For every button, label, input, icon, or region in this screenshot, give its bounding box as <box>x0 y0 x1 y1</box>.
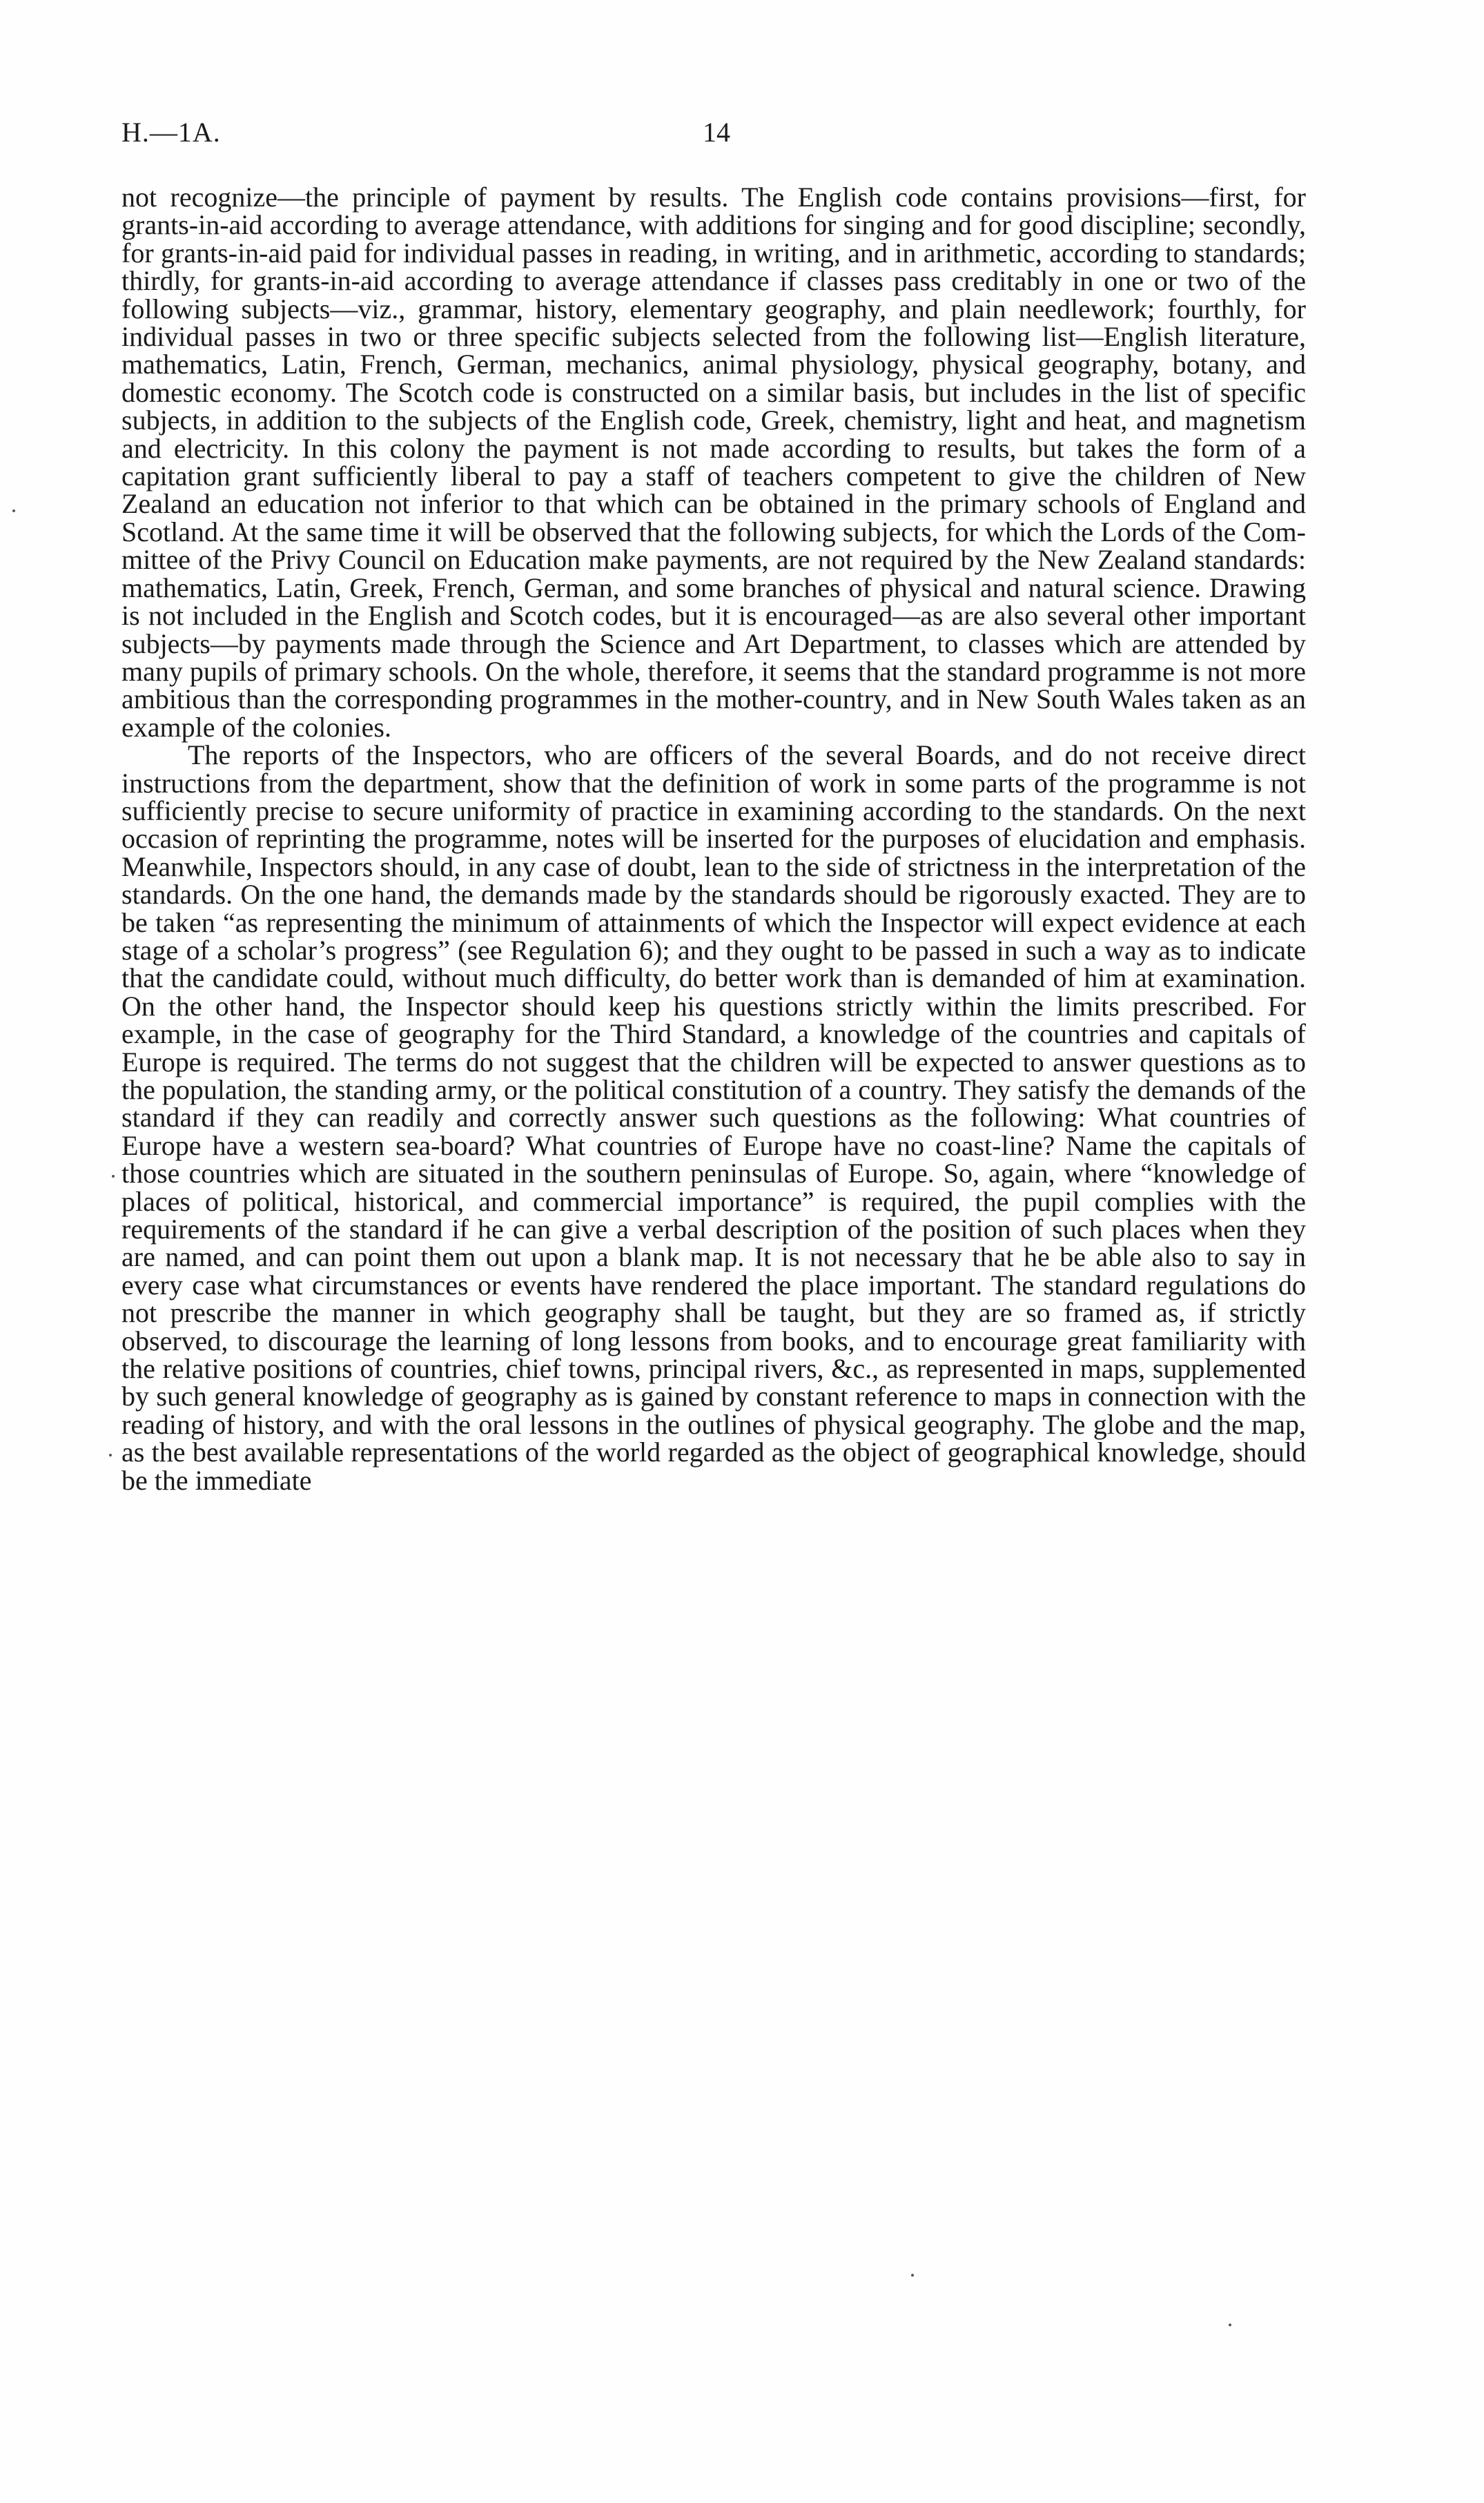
margin-speck <box>109 1454 112 1457</box>
paragraph-payment-by-results: not recognize—the principle of payment by results. The English code contains provisions—first, for grants-in-aid according to average attendance, with additions for singing and for good discipline; secondly, for grants-in-aid paid for individual passes in reading, in writing, and in arithmetic, according to standards; thirdly, for grants-in-aid according to average attendance if classes pass creditably in one or two of the following subjects—viz., grammar, history, elementary geography, and plain needlework; fourthly, for individual passes in two or three specific subjects selected from the following list—English literature, mathematics, Latin, French, German, mechanics, animal physiology, physical geography, botany, and domestic economy. The Scotch code is constructed on a similar basis, but includes in the list of specific subjects, in addition to the subjects of the English code, Greek, chemistry, light and heat, and magnetism and electricity. In this colony the payment is not made according to results, but takes the form of a capitation grant sufficiently liberal to pay a staff of teachers competent to give the children of New Zealand an education not inferior to that which can be obtained in the primary schools of England and Scotland. At the same time it will be observed that the following subjects, for which the Lords of the Committee of the Privy Council on Education make payments, are not required by the New Zealand standards: mathematics, Latin, Greek, French, German, and some branches of physical and natural science. Drawing is not included in the English and Scotch codes, but it is encouraged—as are also several other important subjects—by payments made through the Science and Art Department, to classes which are attended by many pupils of primary schools. On the whole, therefore, it seems that the standard programme is not more ambitious than the corresponding programmes in the mother-country, and in New South Wales taken as an example of the colonies. <box>121 182 1306 743</box>
margin-speck <box>1229 2324 1231 2326</box>
page-number: 14 <box>703 117 730 148</box>
margin-speck <box>12 509 15 512</box>
paragraph-inspector-reports: The reports of the Inspectors, who are officers of the several Boards, and do not receive direct instructions from the department, show that the definition of work in some parts of the programme is not sufficiently precise to secure uniformity of practice in examining according to the standards. On the next occasion of reprinting the programme, notes will be inserted for the purposes of elucidation and emphasis. Meanwhile, Inspectors should, in any case of doubt, lean to the side of strictness in the interpretation of the standards. On the one hand, the demands made by the standards should be rigorously exacted. They are to be taken “as representing the minimum of attainments of which the Inspector will expect evidence at each stage of a scholar’s progress” (see Regulation 6); and they ought to be passed in such a way as to indicate that the candidate could, without much difficulty, do better work than is demanded of him at examination. On the other hand, the Inspector should keep his questions strictly within the limits prescribed. For example, in the case of geography for the Third Standard, a knowledge of the countries and capitals of Europe is required. The terms do not suggest that the children will be expected to answer questions as to the population, the standing army, or the political constitution of a country. They satisfy the demands of the standard if they can readily and correctly answer such questions as the following: What countries of Europe have a western sea-board? What countries of Europe have no coast-line? Name the capitals of those countries which are situated in the southern peninsulas of Europe. So, again, where “knowledge of places of political, historical, and commercial importance” is required, the pupil complies with the requirements of the standard if he can give a verbal description of the position of such places when they are named, and can point them out upon a blank map. It is not necessary that he be able also to say in every case what circumstances or events have rendered the place important. The standard regulations do not prescribe the manner in which geography shall be taught, but they are so framed as, if strictly observed, to discourage the learning of long lessons from books, and to encourage great familiarity with the relative positions of countries, chief towns, principal rivers, &c., as represented in maps, supplemented by such general knowledge of geography as is gained by constant reference to maps in connection with the reading of history, and with the oral lessons in the outlines of physical geography. The globe and the map, as the best available representations of the world regarded as the object of geographical knowledge, should be the immediate <box>121 739 1306 1496</box>
margin-speck <box>911 2274 914 2277</box>
body-text <box>121 184 1306 1494</box>
document-code: H.—1A. <box>121 117 221 148</box>
page-header <box>121 116 1295 157</box>
margin-speck <box>112 1175 115 1178</box>
